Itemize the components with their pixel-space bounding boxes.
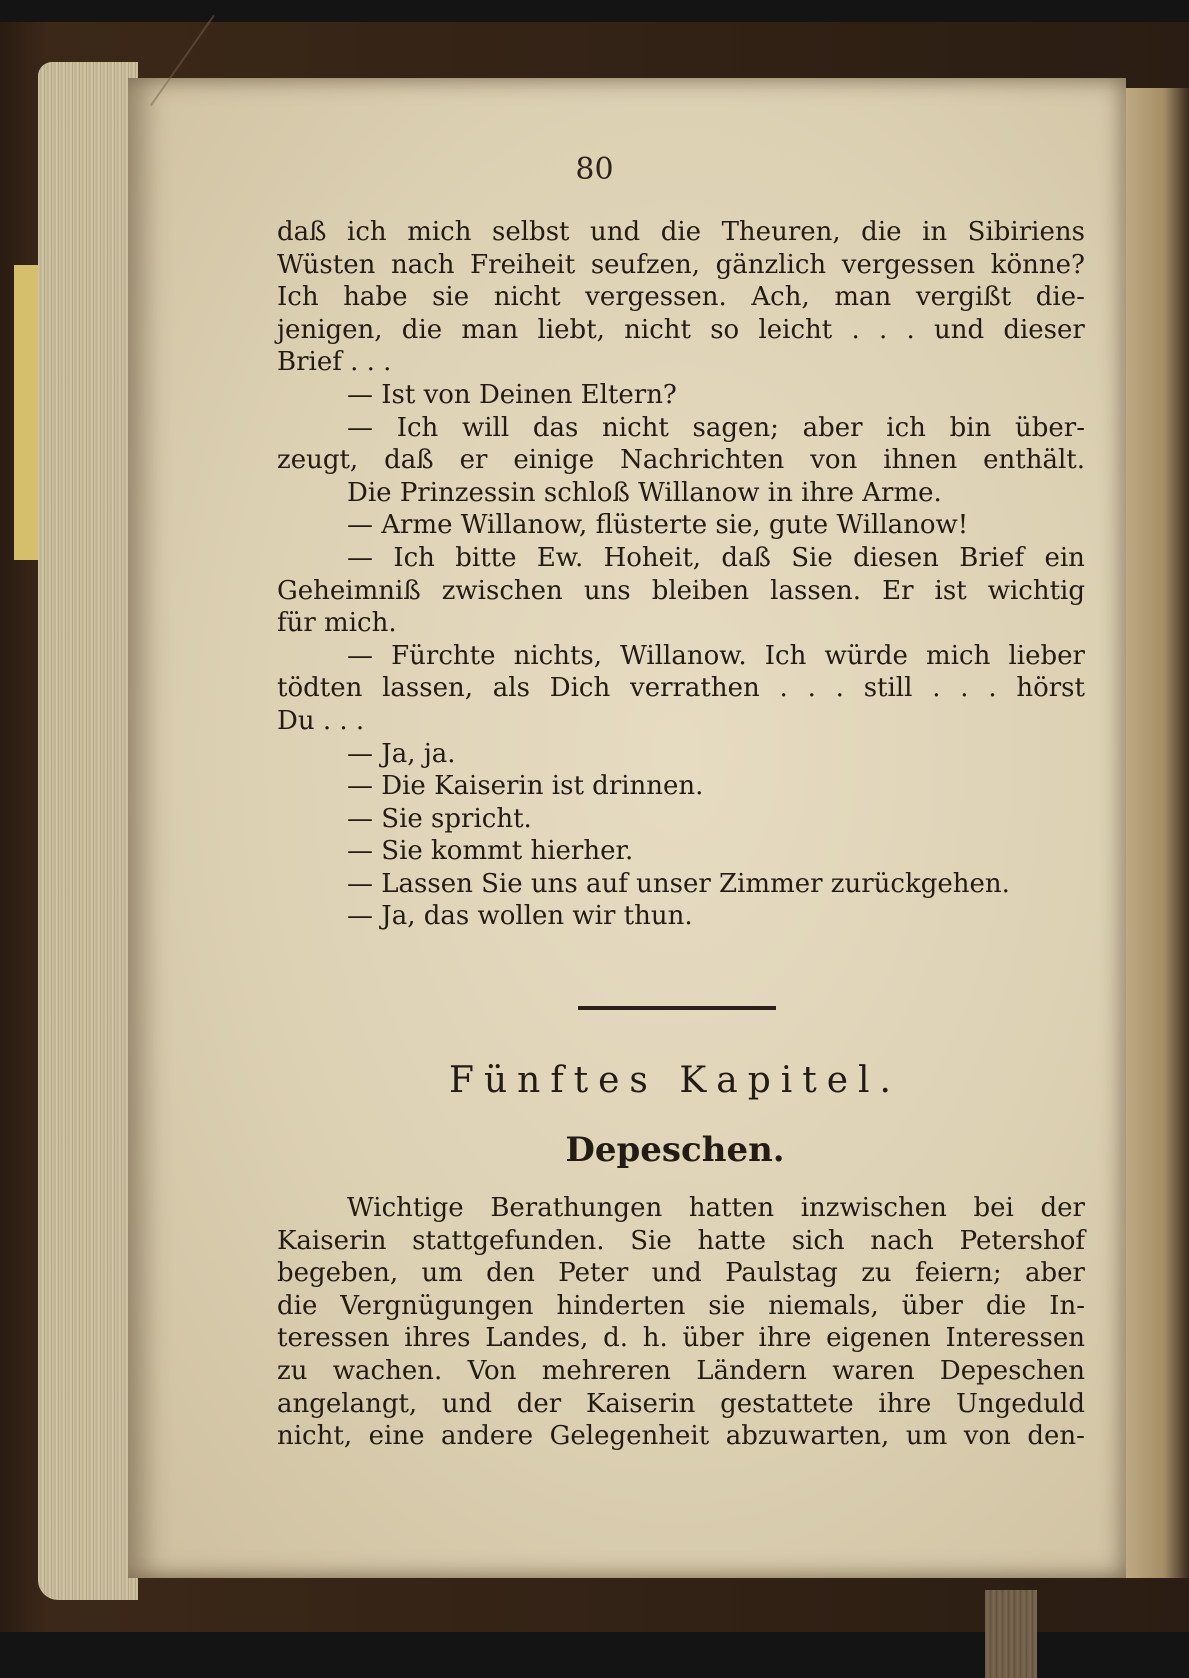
chapter-title: Fünftes Kapitel. [448, 1060, 901, 1101]
text-line: tödten lassen, als Dich verrathen . . . still . . . hörst [277, 673, 1085, 704]
facing-page-edge [1126, 88, 1189, 1578]
text-line: teressen ihres Landes, d. h. über ihre eigenen Interessen [277, 1323, 1085, 1354]
text-line: — Sie kommt hierher. [347, 836, 634, 867]
text-line: Wichtige Berathungen hatten inzwischen bei der [347, 1193, 1085, 1223]
text-line: Brief . . . [277, 347, 392, 378]
text-line: zeugt, daß er einige Nachrichten von ihnen enthält. [277, 445, 1085, 476]
section-divider [578, 1006, 776, 1010]
text-line: Kaiserin stattgefunden. Sie hatte sich nach Petershof [277, 1225, 1085, 1256]
text-line: — Arme Willanow, flüsterte sie, gute Willanow! [347, 510, 969, 541]
text-line: — Ich will das nicht sagen; aber ich bin über- [347, 412, 1085, 443]
page-edges [38, 62, 138, 1600]
text-line: — Fürchte nichts, Willanow. Ich würde mich lieber [347, 640, 1085, 671]
text-line: Ich habe sie nicht vergessen. Ach, man vergißt die- [277, 282, 1085, 313]
text-line: Du . . . [277, 705, 365, 736]
text-line: — Die Kaiserin ist drinnen. [347, 771, 704, 802]
text-line: Wüsten nach Freiheit seufzen, gänzlich vergessen könne? [277, 249, 1085, 280]
text-line: — Ich bitte Ew. Hoheit, daß Sie diesen Brief ein [347, 542, 1085, 573]
page-number: 80 [575, 152, 614, 187]
text-line: nicht, eine andere Gelegenheit abzuwarten, um von den- [277, 1421, 1085, 1452]
body-text-bottom [277, 1192, 1085, 1453]
text-line: angelangt, und der Kaiserin gestattete ihre Ungeduld [277, 1388, 1085, 1419]
text-line: für mich. [277, 608, 397, 639]
text-line: — Sie spricht. [347, 803, 532, 834]
text-line: jenigen, die man liebt, nicht so leicht . . . und dieser [277, 314, 1085, 345]
text-line: begeben, um den Peter und Paulstag zu feiern; aber [277, 1258, 1085, 1289]
text-line: Geheimniß zwischen uns bleiben lassen. Er ist wichtig [277, 575, 1085, 606]
text-line: — Ja, das wollen wir thun. [347, 901, 693, 932]
ribbon-bookmark [985, 1590, 1037, 1678]
text-line: — Ja, ja. [347, 738, 456, 769]
text-line: Die Prinzessin schloß Willanow in ihre Arme. [347, 477, 942, 508]
text-line: — Lassen Sie uns auf unser Zimmer zurückgehen. [347, 868, 1010, 899]
text-line: die Vergnügungen hinderten sie niemals, über die In- [277, 1290, 1085, 1321]
text-line: zu wachen. Von mehreren Ländern waren Depeschen [277, 1355, 1085, 1386]
text-line: daß ich mich selbst und die Theuren, die in Sibiriens [277, 217, 1085, 247]
section-title: Depeschen. [565, 1130, 785, 1170]
text-line: — Ist von Deinen Eltern? [347, 379, 677, 410]
body-text-top [277, 216, 1085, 933]
